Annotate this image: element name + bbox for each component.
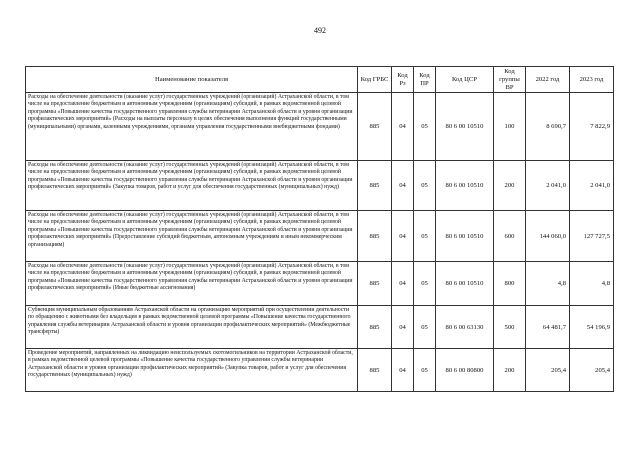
row-name: Субвенция муниципальным образованиям Астраханской области на организацию мероприятий при осуществлении деятельности по обращению с животными без владельцев в рамках ведомственной целевой программы «Повышение качества государственного управления службы ветеринарии Астраханской области и уровня организации профилактических мероприятий» (Межбюджетные трансферты): [26, 306, 358, 349]
row-rz: 04: [392, 349, 414, 392]
table-row: [26, 211, 614, 262]
table-row: [26, 262, 614, 306]
row-rz: 04: [392, 306, 414, 349]
row-2022: 4,8: [526, 262, 570, 306]
row-2023: 4,8: [570, 262, 614, 306]
row-grbs: 885: [358, 211, 392, 262]
header-csr: Код ЦСР: [436, 67, 494, 93]
table-row: [26, 306, 614, 349]
row-rz: 04: [392, 262, 414, 306]
header-2023: 2023 год: [570, 67, 614, 93]
row-2023: 127 727,5: [570, 211, 614, 262]
header-rz: Код Рз: [392, 67, 414, 93]
row-name: Проведение мероприятий, направленных на ликвидацию неиспользуемых скотомогильников на территории Астраханской области, в рамках ведомственной целевой программы «Повышение качества государственного управления службы ветеринарии Астраханской области и уровня организации профилактических мероприятий» (Закупка товаров, работ и услуг для обеспечения государственных (муниципальных) нужд): [26, 349, 358, 392]
row-pr: 05: [414, 161, 436, 211]
header-grbs: Код ГРБС: [358, 67, 392, 93]
row-vr: 500: [494, 306, 526, 349]
row-pr: 05: [414, 211, 436, 262]
header-2022: 2022 год: [526, 67, 570, 93]
row-grbs: 885: [358, 161, 392, 211]
row-vr: 800: [494, 262, 526, 306]
row-grbs: 885: [358, 262, 392, 306]
row-pr: 05: [414, 349, 436, 392]
row-pr: 05: [414, 306, 436, 349]
row-name: Расходы на обеспечение деятельности (оказание услуг) государственных учреждений (организаций) Астраханской области, в том числе на предоставление бюджетным и автономным учреждениям (организациям) субсидий, в рамках ведомственной целевой программы «Повышение качества государственного управления службы ветеринарии Астраханской области и уровня организации профилактических мероприятий» (Закупка товаров, работ и услуг для обеспечения государственных (муниципальных) нужд): [26, 161, 358, 211]
header-name: Наименование показателя: [26, 67, 358, 93]
row-2022: 2 041,0: [526, 161, 570, 211]
budget-table: [25, 66, 614, 392]
table-row: [26, 93, 614, 161]
row-grbs: 885: [358, 349, 392, 392]
row-pr: 05: [414, 262, 436, 306]
row-rz: 04: [392, 161, 414, 211]
row-csr: 80 6 00 63130: [436, 306, 494, 349]
row-2022: 205,4: [526, 349, 570, 392]
row-csr: 80 6 00 10510: [436, 161, 494, 211]
row-vr: 200: [494, 161, 526, 211]
row-csr: 80 6 00 80800: [436, 349, 494, 392]
row-name: Расходы на обеспечение деятельности (оказание услуг) государственных учреждений (организаций) Астраханской области, в том числе на предоставление бюджетным и автономным учреждениям (организациям) субсидий, в рамках ведомственной целевой программы «Повышение качества государственного управления службы ветеринарии Астраханской области и уровня организации профилактических мероприятий» (Иные бюджетные ассигнования): [26, 262, 358, 306]
row-rz: 04: [392, 211, 414, 262]
row-2022: 64 481,7: [526, 306, 570, 349]
row-2022: 8 690,7: [526, 93, 570, 161]
row-grbs: 885: [358, 93, 392, 161]
row-csr: 80 6 00 10510: [436, 211, 494, 262]
row-grbs: 885: [358, 306, 392, 349]
row-csr: 80 6 00 10510: [436, 93, 494, 161]
row-2023: 2 041,0: [570, 161, 614, 211]
row-2023: 7 822,9: [570, 93, 614, 161]
row-pr: 05: [414, 93, 436, 161]
row-vr: 200: [494, 349, 526, 392]
header-pr: Код ПР: [414, 67, 436, 93]
row-name: Расходы на обеспечение деятельности (оказание услуг) государственных учреждений (организаций) Астраханской области, в том числе на предоставление бюджетным и автономным учреждениям (организациям) субсидий, в рамках ведомственной целевой программы «Повышение качества государственного управления службы ветеринарии Астраханской области и уровня организации профилактических мероприятий» (Расходы на выплаты персоналу в целях обеспечения выполнения функций государственными (муниципальными) органами, казенными учреждениями, органами управления государственными внебюджетными фондами): [26, 93, 358, 161]
table-row: [26, 161, 614, 211]
page-number: 492: [314, 26, 326, 35]
row-name: Расходы на обеспечение деятельности (оказание услуг) государственных учреждений (организаций) Астраханской области, в том числе на предоставление бюджетным и автономным учреждениям (организациям) субсидий, в рамках ведомственной целевой программы «Повышение качества государственного управления службы ветеринарии Астраханской области и уровня организации профилактических мероприятий» (Предоставление субсидий бюджетным, автономным учреждениям и иным некоммерческим организациям): [26, 211, 358, 262]
table-row: [26, 349, 614, 392]
row-2023: 54 196,9: [570, 306, 614, 349]
row-2022: 144 060,0: [526, 211, 570, 262]
row-vr: 100: [494, 93, 526, 161]
row-csr: 80 6 00 10510: [436, 262, 494, 306]
row-rz: 04: [392, 93, 414, 161]
table-header-row: [26, 67, 614, 93]
row-2023: 205,4: [570, 349, 614, 392]
row-vr: 600: [494, 211, 526, 262]
header-vr: Код группы ВР: [494, 67, 526, 93]
